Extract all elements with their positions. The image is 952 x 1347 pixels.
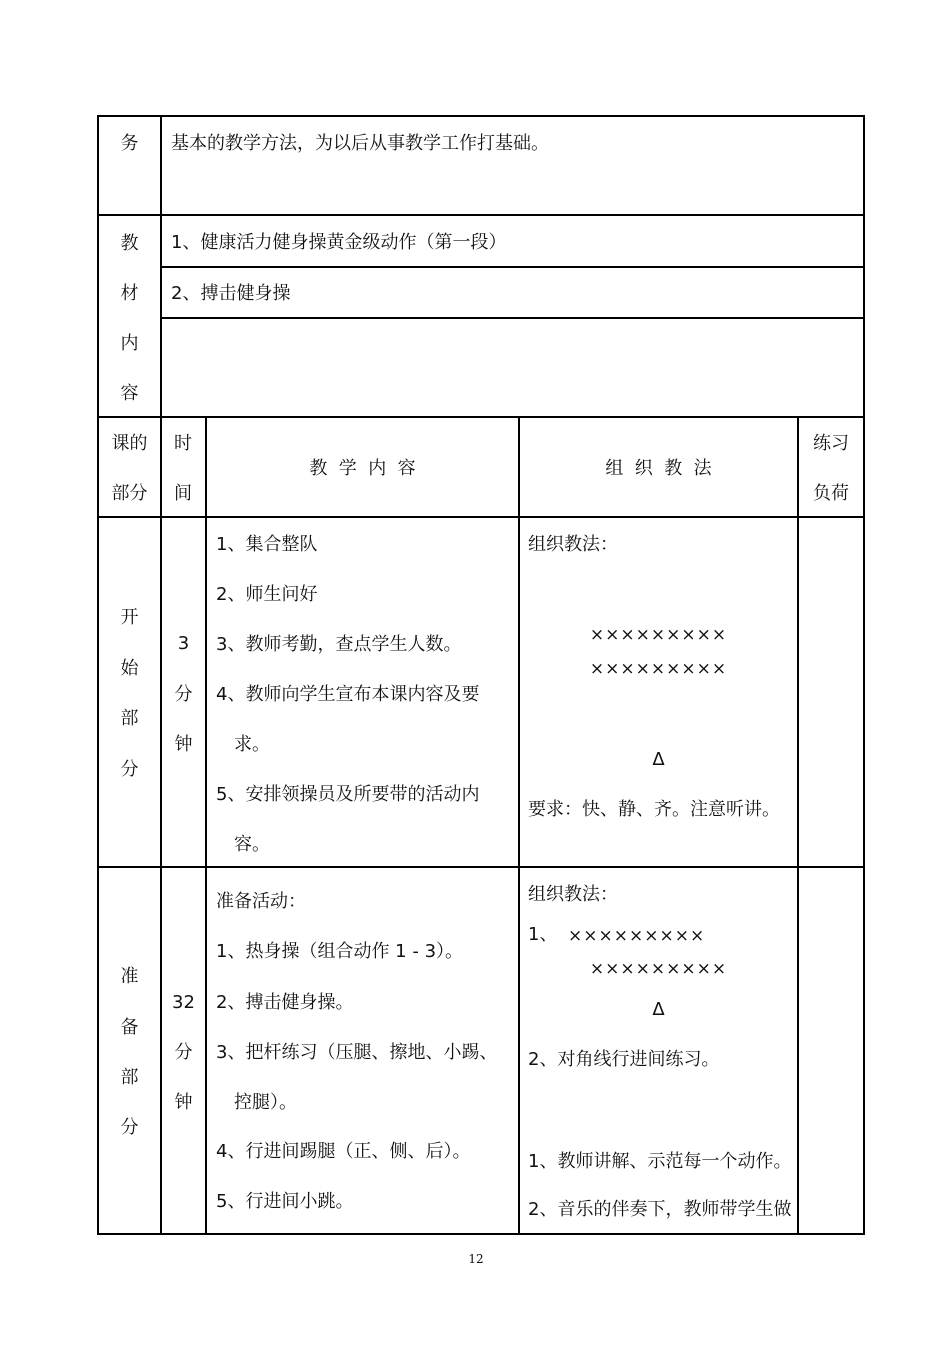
rule-label-col [160,115,162,1235]
start-time: 分 [174,684,193,705]
start-content-line: 求。 [234,734,270,755]
materials-label-char: 材 [120,283,139,304]
prep-formation-prefix: 1、 [528,924,558,945]
start-content-line: 2、师生问好 [216,584,318,605]
start-method-title: 组织教法： [528,534,618,555]
header-load: 练习 [813,433,849,454]
prep-method-line: 2、音乐的伴奏下，教师带学生做 [528,1199,792,1220]
rule-material-1 [160,266,865,268]
start-content-line: 3、教师考勤，查点学生人数。 [216,634,462,655]
rule-after-task [97,214,865,216]
rule-method-col [797,416,799,1235]
task-label: 务 [120,133,139,154]
rule-time-col [205,416,207,1235]
start-part-char: 开 [120,607,139,628]
header-content: 教 学 内 容 [309,458,416,479]
header-part: 课的 [111,433,148,454]
material-item: 2、搏击健身操 [171,283,291,304]
header-load: 负荷 [813,483,849,504]
start-part-char: 分 [120,759,139,780]
prep-part-char: 备 [120,1017,139,1038]
prep-content-line: 5、行进间小跳。 [216,1191,354,1212]
rule-bottom [97,1233,865,1235]
rule-after-materials [97,416,865,418]
prep-formation-row: ××××××××× [589,959,728,979]
rule-after-header [97,516,865,518]
start-content-line: 容。 [234,834,270,855]
start-formation-row: ××××××××× [589,659,728,679]
header-time: 时 [174,433,192,454]
task-text: 基本的教学方法，为以后从事教学工作打基础。 [171,133,549,154]
materials-label-char: 教 [120,233,139,254]
prep-formation-row: ××××××××× [568,926,706,946]
prep-part-char: 准 [120,966,139,987]
page-number: 12 [468,1252,484,1266]
prep-content-line: 2、搏击健身操。 [216,992,354,1013]
rule-top [97,115,865,117]
prep-method-title: 组织教法： [528,884,618,905]
material-item: 1、健康活力健身操黄金级动作（第一段） [171,232,507,253]
materials-label-char: 容 [120,383,139,404]
header-part: 部分 [111,483,148,504]
prep-teacher-mark: Δ [652,999,665,1020]
start-time: 3 [177,633,190,654]
prep-part-char: 分 [120,1117,139,1138]
prep-method-line: 2、对角线行进间练习。 [528,1049,720,1070]
prep-content-line: 准备活动： [216,891,306,912]
prep-time: 32 [172,992,195,1013]
rule-material-2 [160,317,865,319]
start-content-line: 4、教师向学生宣布本课内容及要 [216,684,480,705]
start-time: 钟 [174,734,193,755]
rule-right [863,115,865,1235]
prep-time: 钟 [174,1092,193,1113]
start-requirement: 要求：快、静、齐。注意听讲。 [528,799,780,820]
start-formation-row: ××××××××× [589,625,728,645]
prep-content-line: 4、行进间踢腿（正、侧、后）。 [216,1141,471,1162]
prep-content-line: 1、热身操（组合动作 1 - 3）。 [216,941,464,962]
materials-label-char: 内 [120,333,139,354]
start-part-char: 始 [120,658,139,679]
header-time: 间 [174,483,192,504]
header-method: 组 织 教 法 [605,458,712,479]
prep-method-line: 1、教师讲解、示范每一个动作。 [528,1151,792,1172]
start-teacher-mark: Δ [652,749,665,770]
rule-after-start [97,866,865,868]
rule-content-col [518,416,520,1235]
start-part-char: 部 [120,708,139,729]
start-content-line: 1、集合整队 [216,534,318,555]
prep-content-line: 3、把杆练习（压腿、擦地、小踢、 [216,1042,498,1063]
prep-time: 分 [174,1042,193,1063]
start-content-line: 5、安排领操员及所要带的活动内 [216,784,480,805]
prep-content-line: 控腿）。 [234,1092,297,1113]
prep-part-char: 部 [120,1067,139,1088]
